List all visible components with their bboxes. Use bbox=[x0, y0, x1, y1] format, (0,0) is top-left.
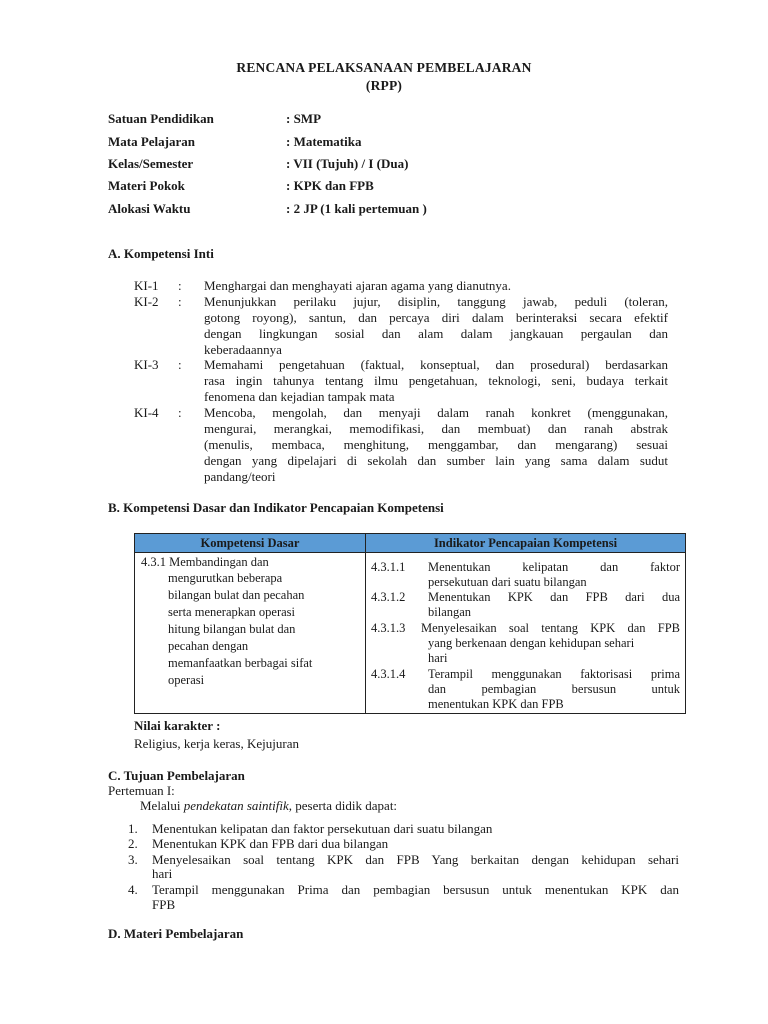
indicator-line: Menyelesaikan soal tentang KPK dan FPB bbox=[421, 621, 680, 635]
tujuan-intro bbox=[140, 798, 397, 814]
kd-line: bilangan bulat dan pecahan bbox=[168, 588, 305, 602]
table-header-indicator: Indikator Pencapaian Kompetensi bbox=[366, 534, 686, 553]
indicator-line: bilangan bbox=[428, 605, 472, 619]
kd-line: 4.3.1 Membandingan dan bbox=[141, 555, 269, 569]
ki-text-line: Memahami pengetahuan (faktual, konseptual, dan prosedural) berdasarkan bbox=[204, 357, 668, 372]
ki-text-line: (menulis, membaca, menghitung, menggambar, dan mengarang) sesuai bbox=[204, 437, 668, 452]
identity-value: : KPK dan FPB bbox=[286, 178, 374, 193]
indicator-number: 4.3.1.3 bbox=[371, 621, 406, 635]
kd-line: mengurutkan beberapa bbox=[168, 571, 283, 585]
ki-code: KI-3 bbox=[134, 357, 159, 372]
identity-label: Satuan Pendidikan bbox=[108, 111, 214, 126]
document-subtitle: (RPP) bbox=[365, 78, 403, 93]
document-title: RENCANA PELAKSANAAN PEMBELAJARAN bbox=[236, 60, 532, 75]
indicator-item bbox=[371, 667, 682, 715]
ki-colon: : bbox=[178, 405, 182, 420]
nilai-karakter-label: Nilai karakter : bbox=[134, 718, 221, 733]
indicator-item bbox=[371, 560, 682, 592]
ki-text-line: Menghargai dan menghayati ajaran agama yang dianutnya. bbox=[204, 278, 511, 293]
indicator-line: Menentukan kelipatan dan faktor bbox=[428, 560, 680, 574]
identity-label: Alokasi Waktu bbox=[108, 201, 191, 216]
kd-line: memanfaatkan berbagai sifat bbox=[168, 656, 313, 670]
ki-colon: : bbox=[178, 294, 182, 309]
ki-colon: : bbox=[178, 357, 182, 372]
identity-label: Materi Pokok bbox=[108, 178, 185, 193]
list-number: 1. bbox=[128, 821, 138, 836]
list-number: 3. bbox=[128, 852, 138, 867]
nilai-karakter-value: Religius, kerja keras, Kejujuran bbox=[134, 736, 299, 751]
ki-code: KI-2 bbox=[134, 294, 159, 309]
ki-text-line: fenomena dan kejadian tampak mata bbox=[204, 389, 395, 404]
list-item: Menentukan kelipatan dan faktor persekutuan dari suatu bilangan bbox=[152, 821, 493, 836]
ki-text-line: mengurai, merangkai, memodifikasi, dan membuat) dan ranah abstrak bbox=[204, 421, 668, 436]
indicator-line: menentukan KPK dan FPB bbox=[428, 697, 564, 711]
list-item: Terampil menggunakan Prima dan pembagian bersusun untuk menentukan KPK dan bbox=[152, 882, 679, 897]
competency-table bbox=[134, 533, 686, 714]
section-a-heading: A. Kompetensi Inti bbox=[108, 246, 214, 261]
kd-cell bbox=[135, 553, 366, 714]
kd-line: hitung bilangan bulat dan bbox=[168, 622, 296, 636]
pertemuan-label: Pertemuan I: bbox=[108, 783, 175, 798]
indicator-line: Terampil menggunakan faktorisasi prima bbox=[428, 667, 680, 681]
section-b-heading: B. Kompetensi Dasar dan Indikator Pencapaian Kompetensi bbox=[108, 500, 444, 515]
list-item: Menyelesaikan soal tentang KPK dan FPB Yang berkaitan dengan kehidupan sehari bbox=[152, 852, 679, 867]
identity-value: : Matematika bbox=[286, 134, 362, 149]
table-header-row bbox=[135, 534, 686, 553]
table-row bbox=[135, 553, 686, 714]
ki-colon: : bbox=[178, 278, 182, 293]
indicator-line: hari bbox=[428, 651, 448, 665]
indicator-number: 4.3.1.1 bbox=[371, 560, 406, 574]
indicator-item bbox=[371, 621, 682, 669]
indicator-number: 4.3.1.2 bbox=[371, 590, 406, 604]
ki-text-line: keberadaannya bbox=[204, 342, 282, 357]
kd-line: pecahan dengan bbox=[168, 639, 249, 653]
intro-suffix: , peserta didik dapat: bbox=[288, 798, 398, 813]
identity-value: : SMP bbox=[286, 111, 322, 126]
list-item: Menentukan KPK dan FPB dari dua bilangan bbox=[152, 836, 389, 851]
indicator-line: yang berkenaan dengan kehidupan sehari bbox=[428, 636, 635, 650]
section-d-heading: D. Materi Pembelajaran bbox=[108, 926, 244, 941]
ki-text-line: Mencoba, mengolah, dan menyaji dalam ranah konkret (menggunakan, bbox=[204, 405, 668, 420]
indicator-line: persekutuan dari suatu bilangan bbox=[428, 575, 587, 589]
ki-text-line: Menunjukkan perilaku jujur, disiplin, tanggung jawab, peduli (toleran, bbox=[204, 294, 668, 309]
indicator-cell bbox=[366, 553, 686, 714]
intro-italic: pendekatan saintifik bbox=[183, 798, 289, 813]
list-item-continuation: hari bbox=[152, 866, 173, 881]
indicator-line: Menentukan KPK dan FPB dari dua bbox=[428, 590, 680, 604]
section-c-heading: C. Tujuan Pembelajaran bbox=[108, 768, 245, 783]
identity-value: : VII (Tujuh) / I (Dua) bbox=[286, 156, 409, 171]
identity-label: Mata Pelajaran bbox=[108, 134, 196, 149]
identity-label: Kelas/Semester bbox=[108, 156, 194, 171]
indicator-number: 4.3.1.4 bbox=[371, 667, 406, 681]
ki-text-line: rasa ingin tahunya tentang ilmu pengetahuan, teknologi, seni, budaya terkait bbox=[204, 373, 668, 388]
list-item-continuation: FPB bbox=[152, 897, 176, 912]
indicator-line: dan pembagian bersusun untuk bbox=[428, 682, 680, 696]
list-number: 4. bbox=[128, 882, 138, 897]
intro-prefix: Melalui bbox=[140, 798, 184, 813]
identity-value: : 2 JP (1 kali pertemuan ) bbox=[286, 201, 427, 216]
ki-text-line: dengan lingkungan sosial dan alam dalam jangkauan pergaulan dan bbox=[204, 326, 668, 341]
ki-text-line: pandang/teori bbox=[204, 469, 276, 484]
ki-text-line: gotong royong), santun, dan percaya diri dalam berinteraksi secara efektif bbox=[204, 310, 668, 325]
ki-code: KI-1 bbox=[134, 278, 159, 293]
ki-text-line: dengan yang dipelajari di sekolah dan sumber lain yang sama dalam sudut bbox=[204, 453, 668, 468]
table-header-kd: Kompetensi Dasar bbox=[135, 534, 366, 553]
list-number: 2. bbox=[128, 836, 138, 851]
indicator-item bbox=[371, 590, 682, 622]
kd-line: serta menerapkan operasi bbox=[168, 605, 296, 619]
ki-code: KI-4 bbox=[134, 405, 159, 420]
kd-line: operasi bbox=[168, 673, 205, 687]
